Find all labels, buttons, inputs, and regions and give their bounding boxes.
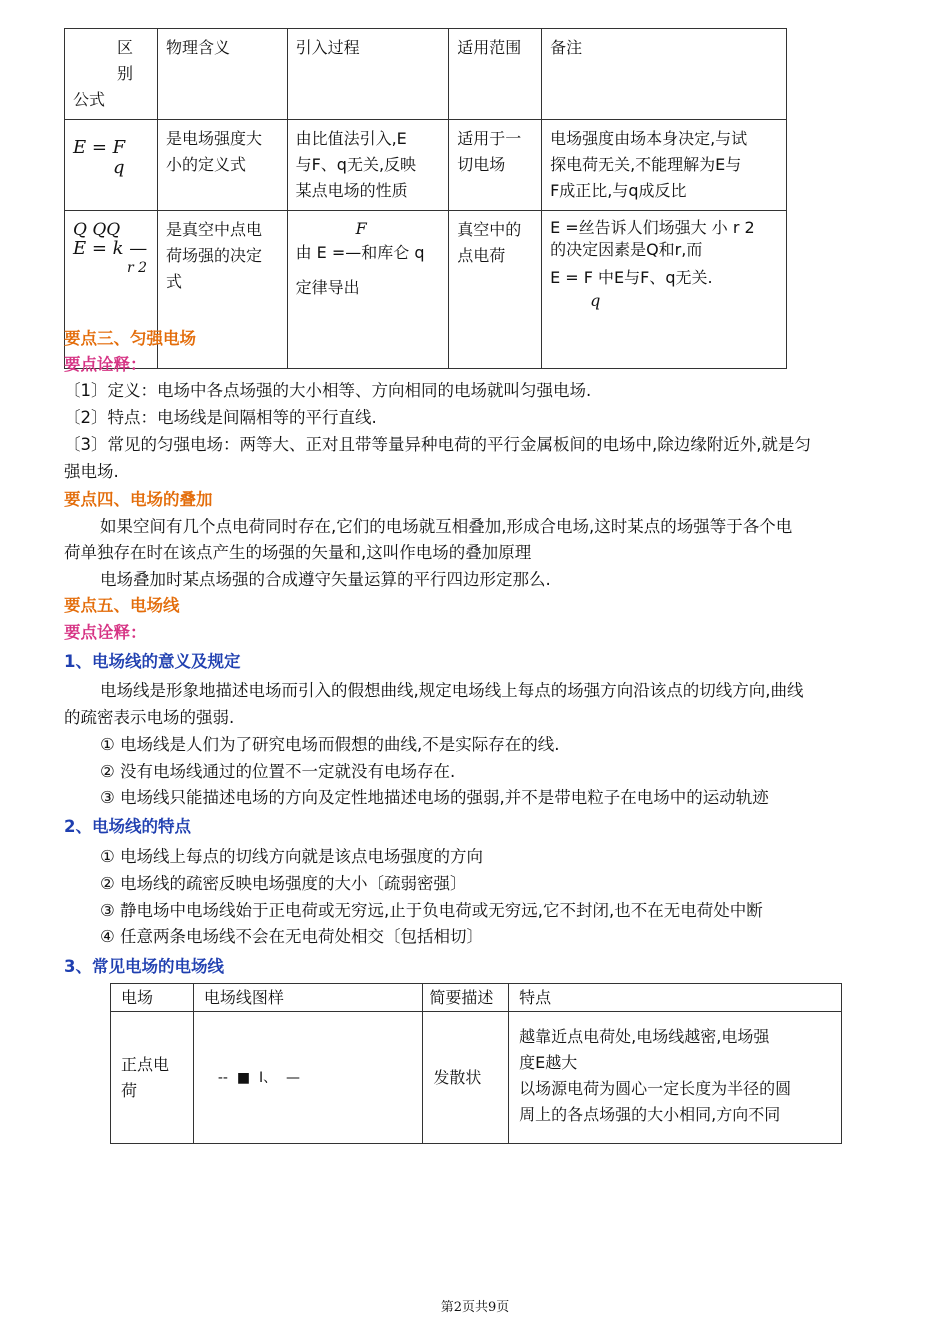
section-five-title: 要点五、电场线: [64, 596, 180, 615]
paragraph: 如果空间有几个点电荷同时存在,它们的电场就互相叠加,形成合电场,这时某点的场强等于各个电: [100, 517, 793, 536]
subheading: 2、电场线的特点: [64, 817, 191, 836]
list-item: ① 电场线上每点的切线方向就是该点电场强度的方向: [100, 847, 484, 866]
field-lines-table: [110, 983, 842, 1144]
scope-cell: 真空中的 点电荷: [449, 211, 542, 369]
header-note: 备注: [542, 29, 787, 120]
header-meaning: 物理含义: [157, 29, 287, 120]
list-item: ③ 静电场中电场线始于正电荷或无穷远,止于负电荷或无穷远,它不封闭,也不在无电荷处中断: [100, 901, 763, 920]
header-feature: 特点: [509, 984, 842, 1012]
diagram-cell: [193, 1012, 423, 1144]
paragraph: 〔3〕常见的匀强电场：两等大、正对且带等量异种电荷的平行金属板间的电场中,除边缘附近外,就是匀: [64, 435, 811, 454]
scope-cell: 适用于一 切电场: [449, 120, 542, 211]
list-item: ② 没有电场线通过的位置不一定就没有电场存在.: [100, 762, 456, 781]
table-header-row: [65, 29, 787, 120]
field-cell: 正点电 荷: [111, 1012, 194, 1144]
paragraph: 荷单独存在时在该点产生的场强的矢量和,这叫作电场的叠加原理: [64, 543, 532, 562]
list-item: ② 电场线的疏密反映电场强度的大小〔疏弱密强〕: [100, 874, 467, 893]
coulomb-formula-cell: Q QQ E = k — r 2: [65, 211, 158, 369]
header-corner-cell: 区 别 公式: [65, 29, 158, 120]
subheading: 1、电场线的意义及规定: [64, 652, 241, 671]
paragraph: 〔2〕特点：电场线是间隔相等的平行直线.: [64, 408, 377, 427]
paragraph: 电场线是形象地描述电场而引入的假想曲线,规定电场线上每点的场强方向沿该点的切线方向,曲线: [100, 681, 804, 700]
header-scope: 适用范围: [449, 29, 542, 120]
definition-formula-cell: E = F q: [65, 120, 158, 211]
header-description: 简要描述: [423, 984, 509, 1012]
origin-cell: 由比值法引入,E 与F、q无关,反映 某点电场的性质: [287, 120, 449, 211]
note-cell: E =丝告诉人们场强大 小 r 2 的决定因素是Q和r,而 E = F 中E与F、q无关. q: [542, 211, 787, 369]
description-cell: 发散状: [423, 1012, 509, 1144]
table-row: [111, 1012, 842, 1144]
table-header-row: [111, 984, 842, 1012]
subheading: 3、常见电场的电场线: [64, 957, 224, 976]
section-three-title: 要点三、匀强电场: [64, 329, 196, 348]
list-item: ④ 任意两条电场线不会在无电荷处相交〔包括相切〕: [100, 927, 484, 946]
field-line-diagram: -- ■ I、 —: [217, 1070, 300, 1086]
paragraph: 的疏密表示电场的强弱.: [64, 708, 235, 727]
paragraph: 强电场.: [64, 462, 119, 481]
paragraph: 〔1〕定义：电场中各点场强的大小相等、方向相同的电场就叫匀强电场.: [64, 381, 592, 400]
formula-comparison-table: [64, 28, 787, 369]
list-item: ① 电场线是人们为了研究电场而假想的曲线,不是实际存在的线.: [100, 735, 560, 754]
feature-cell: 越靠近点电荷处,电场线越密,电场强 度E越大 以场源电荷为圆心一定长度为半径的圆 周上的各点场强的大小相同,方向不同: [509, 1012, 842, 1144]
header-origin: 引入过程: [287, 29, 449, 120]
section-five-subtitle: 要点诠释：: [64, 623, 147, 642]
meaning-cell: 是真空中点电 荷场强的决定 式: [157, 211, 287, 369]
header-diagram: 电场线图样: [193, 984, 423, 1012]
page-footer: 第2页共9页: [440, 1300, 510, 1315]
paragraph: 电场叠加时某点场强的合成遵守矢量运算的平行四边形定那么.: [100, 570, 551, 589]
table-row: [65, 120, 787, 211]
note-cell: 电场强度由场本身决定,与试 探电荷无关,不能理解为E与 F成正比,与q成反比: [542, 120, 787, 211]
list-item: ③ 电场线只能描述电场的方向及定性地描述电场的强弱,并不是带电粒子在电场中的运动轨迹: [100, 788, 769, 807]
meaning-cell: 是电场强度大 小的定义式: [157, 120, 287, 211]
section-three-subtitle: 要点诠释：: [64, 355, 147, 374]
section-four-title: 要点四、电场的叠加: [64, 490, 213, 509]
origin-cell: F 由 E =—和库仑 q 定律导出: [287, 211, 449, 369]
header-field: 电场: [111, 984, 194, 1012]
